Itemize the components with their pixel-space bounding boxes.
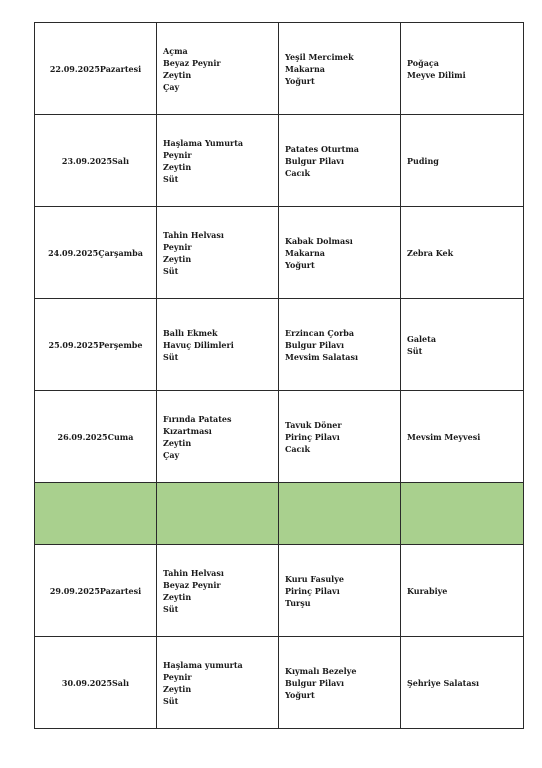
day-weekday: Salı: [112, 677, 130, 688]
day-row: [35, 115, 524, 207]
day-cell: [35, 637, 157, 729]
lunch-item: Cacık: [285, 167, 311, 178]
lunch-item: Tavuk Döner: [285, 419, 342, 430]
day-weekday: Çarşamba: [98, 247, 143, 258]
breakfast-item: Zeytin: [163, 591, 192, 602]
breakfast-item: Zeytin: [163, 69, 192, 80]
lunch-item: Turşu: [285, 597, 311, 608]
snack-cell: [401, 299, 524, 391]
snack-cell: [401, 23, 524, 115]
day-date: 29.09.2025: [49, 585, 100, 596]
lunch-item: Yoğurt: [285, 75, 315, 86]
breakfast-item: Havuç Dilimleri: [163, 339, 234, 350]
breakfast-item: Tahin Helvası: [163, 229, 224, 240]
day-weekday: Pazartesi: [99, 585, 142, 596]
separator-cell: [35, 483, 157, 545]
snack-item: Şehriye Salatası: [407, 677, 480, 688]
breakfast-item: Fırında Patates: [163, 413, 232, 424]
lunch-item: Kuru Fasulye: [285, 573, 344, 584]
day-cell: [35, 299, 157, 391]
lunch-cell: [279, 207, 401, 299]
day-date: 25.09.2025: [48, 339, 99, 350]
breakfast-item: Haşlama Yumurta: [163, 137, 244, 148]
lunch-item: Cacık: [285, 443, 311, 454]
day-date: 26.09.2025: [57, 431, 108, 442]
day-weekday: Cuma: [107, 431, 134, 442]
day-row: [35, 637, 524, 729]
lunch-item: Makarna: [285, 247, 325, 258]
breakfast-item: Çay: [163, 449, 180, 460]
lunch-item: Erzincan Çorba: [285, 327, 355, 338]
breakfast-item: Beyaz Peynir: [163, 579, 221, 590]
breakfast-item: Beyaz Peynir: [163, 57, 221, 68]
lunch-cell: [279, 391, 401, 483]
lunch-item: Patates Oturtma: [285, 143, 359, 154]
day-date: 24.09.2025: [48, 247, 99, 258]
weekend-separator-row: [35, 483, 524, 545]
breakfast-cell: [157, 23, 279, 115]
breakfast-item: Tahin Helvası: [163, 567, 224, 578]
lunch-item: Kıymalı Bezelye: [285, 665, 357, 676]
lunch-item: Yoğurt: [285, 689, 315, 700]
snack-item: Süt: [407, 345, 423, 356]
day-weekday: Pazartesi: [99, 63, 142, 74]
breakfast-item: Peynir: [163, 241, 192, 252]
breakfast-item: Peynir: [163, 149, 192, 160]
breakfast-cell: [157, 637, 279, 729]
breakfast-item: Çay: [163, 81, 180, 92]
day-weekday: Perşembe: [98, 339, 143, 350]
breakfast-item: Süt: [163, 603, 179, 614]
snack-item: Mevsim Meyvesi: [407, 431, 481, 442]
snack-item: Zebra Kek: [407, 247, 454, 258]
snack-cell: [401, 391, 524, 483]
breakfast-item: Kızartması: [163, 425, 212, 436]
snack-item: Galeta: [407, 333, 437, 344]
separator-cell: [279, 483, 401, 545]
breakfast-cell: [157, 299, 279, 391]
lunch-cell: [279, 299, 401, 391]
lunch-cell: [279, 545, 401, 637]
day-cell: [35, 115, 157, 207]
snack-item: Kurabiye: [407, 585, 448, 596]
breakfast-item: Açma: [163, 45, 188, 56]
day-row: [35, 391, 524, 483]
lunch-item: Makarna: [285, 63, 325, 74]
lunch-cell: [279, 115, 401, 207]
snack-cell: [401, 545, 524, 637]
breakfast-item: Zeytin: [163, 161, 192, 172]
snack-item: Meyve Dilimi: [407, 69, 466, 80]
breakfast-item: Haşlama yumurta: [163, 659, 243, 670]
lunch-item: Bulgur Pilavı: [285, 339, 344, 350]
lunch-cell: [279, 637, 401, 729]
breakfast-cell: [157, 207, 279, 299]
lunch-cell: [279, 23, 401, 115]
separator-cell: [401, 483, 524, 545]
lunch-item: Yeşil Mercimek: [285, 51, 354, 62]
breakfast-item: Süt: [163, 173, 179, 184]
day-weekday: Salı: [112, 155, 130, 166]
day-cell: [35, 545, 157, 637]
day-date: 23.09.2025: [61, 155, 113, 166]
breakfast-cell: [157, 391, 279, 483]
breakfast-item: Süt: [163, 351, 179, 362]
day-cell: [35, 207, 157, 299]
breakfast-item: Peynir: [163, 671, 192, 682]
lunch-item: Bulgur Pilavı: [285, 677, 344, 688]
snack-cell: [401, 637, 524, 729]
day-row: [35, 23, 524, 115]
day-row: [35, 207, 524, 299]
day-date: 30.09.2025: [61, 677, 113, 688]
lunch-item: Mevsim Salatası: [285, 351, 358, 362]
breakfast-item: Zeytin: [163, 253, 192, 264]
breakfast-item: Zeytin: [163, 683, 192, 694]
meal-menu-table: [34, 22, 524, 729]
day-cell: [35, 391, 157, 483]
lunch-item: Pirinç Pilavı: [285, 431, 340, 442]
separator-cell: [157, 483, 279, 545]
snack-item: Puding: [407, 155, 439, 166]
lunch-item: Pirinç Pilavı: [285, 585, 340, 596]
breakfast-item: Ballı Ekmek: [163, 327, 218, 338]
snack-cell: [401, 207, 524, 299]
day-date: 22.09.2025: [49, 63, 100, 74]
meal-menu-body: [35, 23, 524, 729]
breakfast-cell: [157, 115, 279, 207]
snack-cell: [401, 115, 524, 207]
day-cell: [35, 23, 157, 115]
snack-item: Poğaça: [407, 57, 439, 68]
lunch-item: Kabak Dolması: [285, 235, 353, 246]
day-row: [35, 545, 524, 637]
breakfast-item: Süt: [163, 265, 179, 276]
lunch-item: Yoğurt: [285, 259, 315, 270]
breakfast-cell: [157, 545, 279, 637]
breakfast-item: Süt: [163, 695, 179, 706]
day-row: [35, 299, 524, 391]
lunch-item: Bulgur Pilavı: [285, 155, 344, 166]
breakfast-item: Zeytin: [163, 437, 192, 448]
